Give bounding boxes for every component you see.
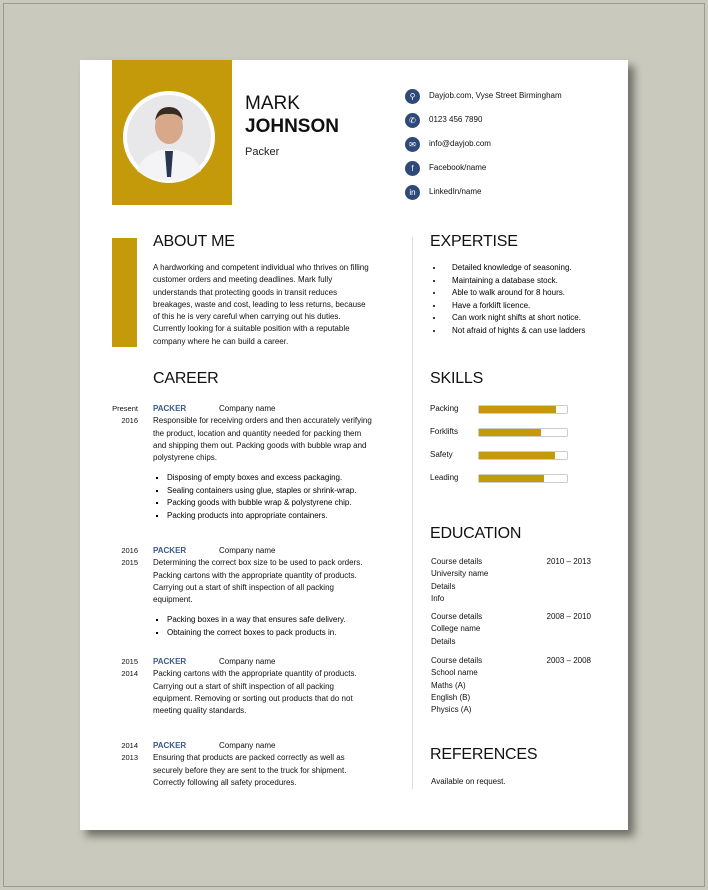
job-bullet: ▪ Obtaining the correct boxes to pack products in. bbox=[167, 627, 373, 640]
about-heading: ABOUT ME bbox=[153, 233, 235, 250]
job-body bbox=[153, 740, 373, 789]
skill-bar bbox=[478, 405, 568, 414]
contact-text: 0123 456 7890 bbox=[429, 115, 483, 125]
job-bullet: ▪ Packing products into appropriate containers. bbox=[167, 510, 373, 523]
skill-bar bbox=[478, 474, 568, 483]
job-bullet: ▪ Disposing of empty boxes and excess packaging. bbox=[167, 472, 373, 485]
last-name: JOHNSON bbox=[245, 116, 339, 137]
education-heading: EDUCATION bbox=[430, 525, 522, 542]
job-header bbox=[153, 403, 373, 415]
expertise-item: • Able to walk around for 8 hours. bbox=[444, 287, 644, 300]
resume-page bbox=[80, 60, 628, 830]
expertise-heading: EXPERTISE bbox=[430, 233, 518, 250]
job-role: PACKER bbox=[153, 404, 187, 413]
course-name: Course details bbox=[431, 656, 483, 665]
education-detail: English (B) bbox=[431, 692, 471, 702]
expertise-item: • Not afraid of hights & can use ladders bbox=[444, 325, 644, 338]
references-text: Available on request. bbox=[431, 777, 506, 786]
skill-name: Packing bbox=[430, 404, 459, 413]
job-header bbox=[153, 545, 373, 557]
job-bullet: ▪ Packing goods with bubble wrap & polystyrene chip. bbox=[167, 497, 373, 510]
skill-row bbox=[430, 449, 568, 461]
contact-text[interactable]: LinkedIn/name bbox=[429, 187, 482, 197]
date-to: 2015 bbox=[121, 558, 138, 567]
education-years: 2010 – 2013 bbox=[546, 557, 591, 566]
contact-item bbox=[405, 89, 562, 104]
contact-item bbox=[405, 113, 482, 128]
job-dates bbox=[98, 656, 138, 680]
expertise-item: • Detailed knowledge of seasoning. bbox=[444, 262, 644, 275]
skill-bar-fill bbox=[479, 406, 556, 413]
date-to: 2014 bbox=[121, 669, 138, 678]
about-text: A hardworking and competent individual who thrives on filling customer orders and meeting deadlines. Mark fully understands that protecting goods in transit reduces breakages, waste and cost, leading to less returns, because of this he is very careful when carrying out his duties. Currently looking for a suitable position with a reputable company where he can build a career. bbox=[153, 263, 369, 346]
education-detail: Details bbox=[431, 581, 456, 591]
contact-text[interactable]: Facebook/name bbox=[429, 163, 487, 173]
education-header bbox=[431, 556, 591, 568]
skill-row bbox=[430, 403, 568, 415]
education-header bbox=[431, 611, 591, 623]
email-icon: ✉ bbox=[405, 137, 420, 152]
education-detail: Details bbox=[431, 636, 456, 646]
date-from: Present bbox=[112, 404, 138, 413]
job-company: Company name bbox=[219, 404, 276, 413]
job-bullets bbox=[153, 614, 373, 639]
education-years: 2003 – 2008 bbox=[546, 656, 591, 665]
job-body bbox=[153, 545, 373, 639]
course-name: Course details bbox=[431, 612, 483, 621]
skill-name: Leading bbox=[430, 473, 459, 482]
linkedin-icon: in bbox=[405, 185, 420, 200]
education-detail: Info bbox=[431, 593, 445, 603]
education-years: 2008 – 2010 bbox=[546, 612, 591, 621]
expertise-list bbox=[430, 262, 644, 337]
contact-item bbox=[405, 161, 486, 176]
job-bullet: ▪ Packing boxes in a way that ensures safe delivery. bbox=[167, 614, 373, 627]
contact-text: Dayjob.com, Vyse Street Birmingham bbox=[429, 91, 562, 101]
skills-heading: SKILLS bbox=[430, 370, 484, 387]
job-company: Company name bbox=[219, 657, 276, 666]
first-name: MARK bbox=[245, 93, 300, 114]
education-detail: Maths (A) bbox=[431, 680, 466, 690]
job-dates bbox=[98, 403, 138, 427]
skill-bar-fill bbox=[479, 429, 541, 436]
expertise-item: • Have a forklift licence. bbox=[444, 300, 644, 313]
career-heading: CAREER bbox=[153, 370, 219, 387]
job-title: Packer bbox=[245, 146, 280, 158]
date-from: 2015 bbox=[121, 657, 138, 666]
job-bullets bbox=[153, 472, 373, 522]
job-company: Company name bbox=[219, 546, 276, 555]
job-dates bbox=[98, 545, 138, 569]
job-bullet: ▪ Sealing containers using glue, staples or shrink-wrap. bbox=[167, 485, 373, 498]
education-detail: Physics (A) bbox=[431, 705, 472, 715]
job-role: PACKER bbox=[153, 657, 187, 666]
job-description: Packing cartons with the appropriate quantity of products. Carrying out a start of shift inspection of all packing equipment. Removing or sorting out products that do not meeting quality standards. bbox=[153, 669, 357, 716]
education-entry bbox=[431, 655, 591, 716]
date-to: 2013 bbox=[121, 753, 138, 762]
column-divider bbox=[412, 237, 413, 789]
job-description: Ensuring that products are packed correctly as well as securely before they are sent to the truck for shipment. Correctly following all safety procedures. bbox=[153, 753, 347, 787]
expertise-item: • Maintaining a database stock. bbox=[444, 275, 644, 288]
education-header bbox=[431, 655, 591, 667]
date-from: 2016 bbox=[121, 546, 138, 555]
job-role: PACKER bbox=[153, 546, 187, 555]
phone-icon: ✆ bbox=[405, 113, 420, 128]
skill-row bbox=[430, 426, 568, 438]
education-detail: University name bbox=[431, 569, 489, 579]
contact-item bbox=[405, 185, 481, 200]
education-detail: College name bbox=[431, 624, 481, 634]
education-detail: School name bbox=[431, 668, 478, 678]
job-role: PACKER bbox=[153, 741, 187, 750]
about-accent-bar bbox=[112, 238, 137, 347]
job-header bbox=[153, 740, 373, 752]
expertise-item: • Can work night shifts at short notice. bbox=[444, 312, 644, 325]
location-icon: ⚲ bbox=[405, 89, 420, 104]
job-header bbox=[153, 656, 373, 668]
skill-bar-fill bbox=[479, 475, 544, 482]
job-description: Responsible for receiving orders and then accurately verifying the product, location and quantity needed for packing them and shipping them out. Packing goods with bubble wrap and polystyrene chips. bbox=[153, 416, 372, 463]
job-description: Determining the correct box size to be used to pack orders. Packing cartons with the appropriate quantity of products. Carrying out a start of shift inspection of all packing equipment. bbox=[153, 558, 363, 605]
job-company: Company name bbox=[219, 741, 276, 750]
job-body bbox=[153, 403, 373, 522]
education-entry bbox=[431, 611, 591, 648]
contact-text[interactable]: info@dayjob.com bbox=[429, 139, 491, 149]
education-entry bbox=[431, 556, 591, 605]
facebook-icon: f bbox=[405, 161, 420, 176]
profile-photo bbox=[123, 91, 215, 183]
skill-bar bbox=[478, 428, 568, 437]
contact-item bbox=[405, 137, 491, 152]
references-heading: REFERENCES bbox=[430, 746, 538, 763]
skill-bar bbox=[478, 451, 568, 460]
skill-name: Forklifts bbox=[430, 427, 458, 436]
date-from: 2014 bbox=[121, 741, 138, 750]
skill-name: Safety bbox=[430, 450, 453, 459]
date-to: 2016 bbox=[121, 416, 138, 425]
skill-bar-fill bbox=[479, 452, 555, 459]
job-dates bbox=[98, 740, 138, 764]
skill-row bbox=[430, 472, 568, 484]
course-name: Course details bbox=[431, 557, 483, 566]
job-body bbox=[153, 656, 373, 717]
